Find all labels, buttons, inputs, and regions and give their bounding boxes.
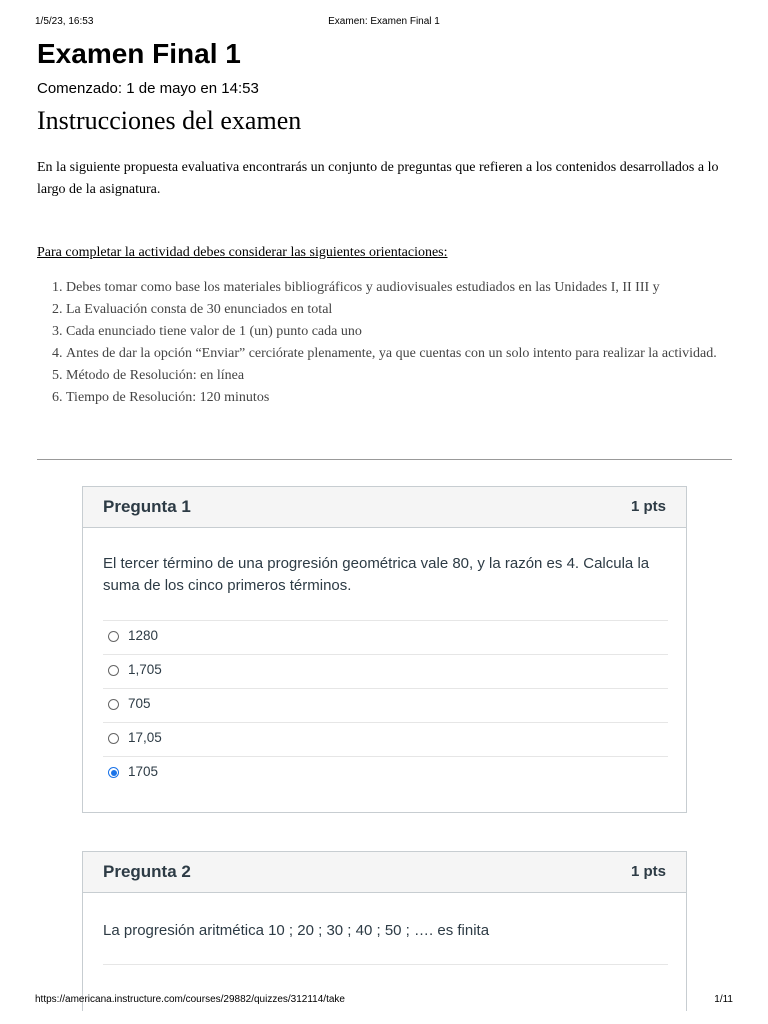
answer-list xyxy=(103,620,668,790)
answer-option[interactable] xyxy=(103,722,668,756)
print-header xyxy=(0,16,768,30)
answer-option[interactable] xyxy=(103,620,668,654)
radio-button[interactable] xyxy=(108,631,119,642)
print-url: https://americana.instructure.com/courses/29882/quizzes/312114/take xyxy=(35,994,345,1005)
instructions-heading: Instrucciones del examen xyxy=(37,106,302,135)
answer-label[interactable]: 1705 xyxy=(128,764,159,779)
instructions-body: En la siguiente propuesta evaluativa encontrarás un conjunto de preguntas que refieren a los contenidos desarrollados a lo largo de la asignatura. xyxy=(37,160,719,197)
orientation-item: 4. Antes de dar la opción “Enviar” cerciórate plenamente, ya que cuentas con un solo intento para realizar la actividad. xyxy=(66,343,727,365)
question-points: 1 pts xyxy=(630,498,666,515)
started-timestamp: Comenzado: 1 de mayo en 14:53 xyxy=(37,80,259,97)
radio-button[interactable] xyxy=(108,699,119,710)
question-header xyxy=(83,852,686,893)
answer-label[interactable]: 1280 xyxy=(128,628,159,643)
print-page-number: 1/11 xyxy=(714,994,733,1005)
orientations-heading: Para completar la actividad debes considerar las siguientes orientaciones: xyxy=(37,245,448,260)
print-date: 1/5/23, 16:53 xyxy=(35,16,94,27)
section-divider xyxy=(37,459,732,460)
question-header xyxy=(83,487,686,528)
question-name: Pregunta 2 xyxy=(103,862,191,881)
answer-label[interactable]: 705 xyxy=(128,696,151,711)
radio-button-selected[interactable] xyxy=(108,767,119,778)
page-title: Examen Final 1 xyxy=(37,38,241,69)
question-points: 1 pts xyxy=(630,863,666,880)
radio-button[interactable] xyxy=(108,733,119,744)
answer-separator xyxy=(103,964,668,965)
radio-button[interactable] xyxy=(108,665,119,676)
orientation-item: 1. Debes tomar como base los materiales bibliográficos y audiovisuales estudiados en las Unidades I, II III y xyxy=(66,277,727,299)
print-footer xyxy=(0,994,768,1008)
answer-option[interactable] xyxy=(103,688,668,722)
question-name: Pregunta 1 xyxy=(103,497,191,516)
orientation-item: 6. Tiempo de Resolución: 120 minutos xyxy=(66,387,727,409)
answer-label[interactable]: 1,705 xyxy=(128,662,162,677)
question-1 xyxy=(82,486,687,813)
answer-option[interactable] xyxy=(103,654,668,688)
question-text: La progresión aritmética 10 ; 20 ; 30 ; 40 ; 50 ; …. es finita xyxy=(103,922,490,939)
print-title: Examen: Examen Final 1 xyxy=(328,16,440,27)
question-text: El tercer término de una progresión geométrica vale 80, y la razón es 4. Calcula la suma de los cinco primeros términos. xyxy=(103,555,650,594)
orientation-item: 3. Cada enunciado tiene valor de 1 (un) punto cada uno xyxy=(66,321,727,343)
orientation-item: 2. La Evaluación consta de 30 enunciados en total xyxy=(66,299,727,321)
answer-option-selected[interactable] xyxy=(103,756,668,790)
orientation-item: 5. Método de Resolución: en línea xyxy=(66,365,727,387)
orientations-list xyxy=(37,277,727,409)
question-2 xyxy=(82,851,687,1011)
answer-label[interactable]: 17,05 xyxy=(128,730,162,745)
